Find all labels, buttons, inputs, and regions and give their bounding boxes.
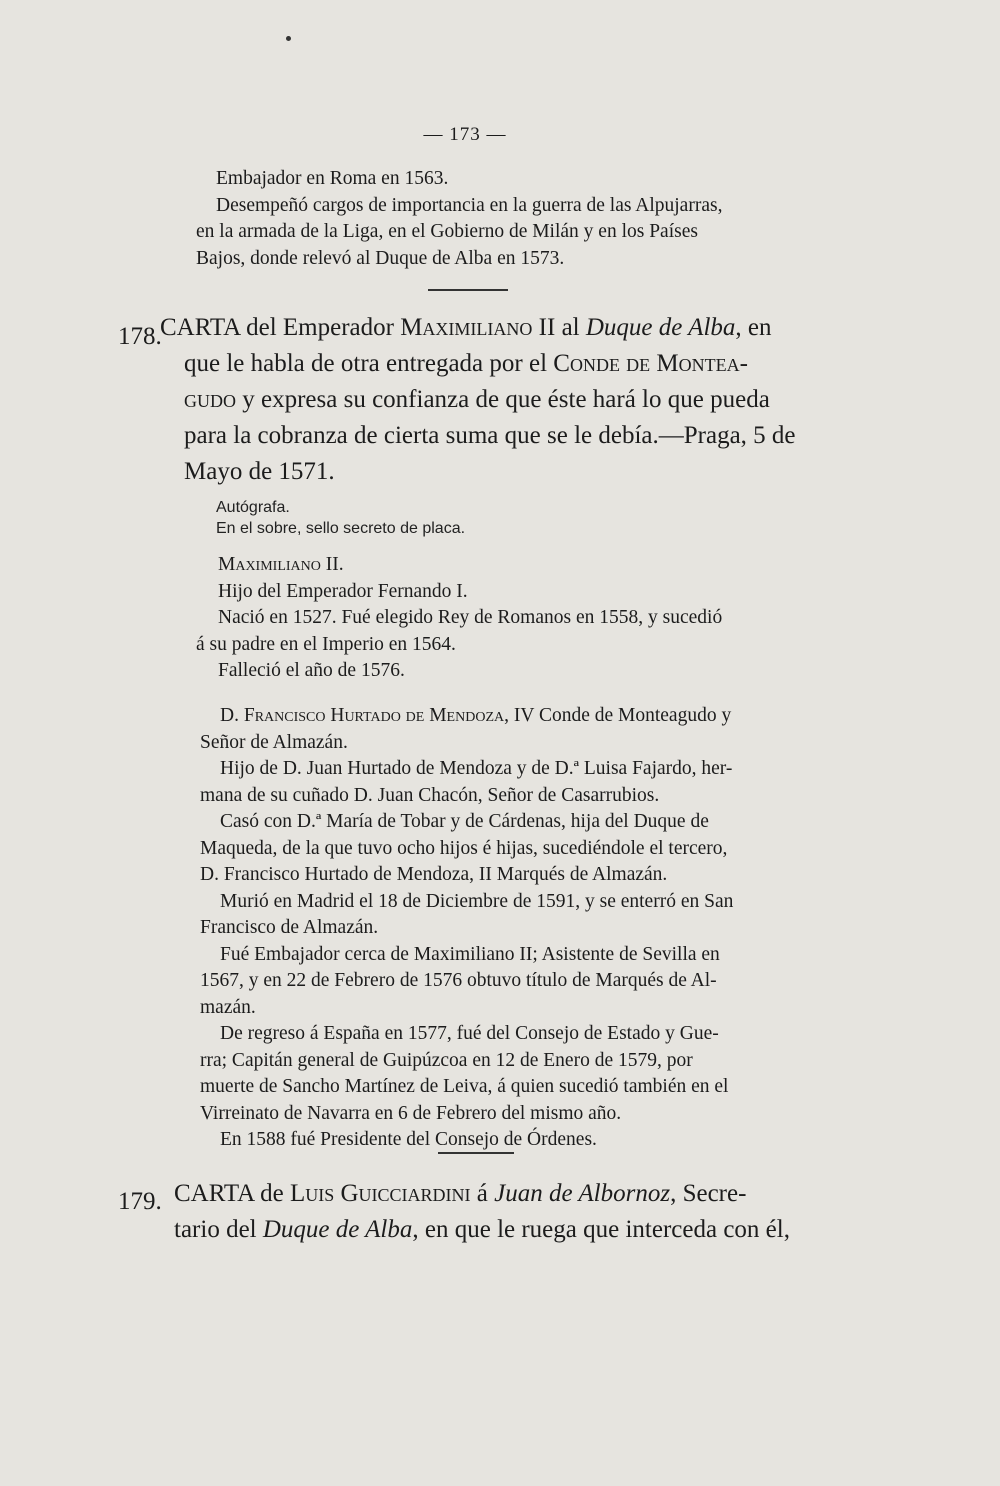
text-line: rra; Capitán general de Guipúzcoa en 12 de Enero de 1579, por [200, 1049, 693, 1071]
text-line: Francisco de Almazán. [200, 917, 379, 938]
text-line: Embajador en Roma en 1563. [216, 168, 449, 189]
text-line: tario del Duque de Alba, en que le ruega que interceda con él, [174, 1216, 790, 1243]
entry-notes [216, 497, 465, 539]
entry-number: 178. [118, 323, 162, 350]
separator-rule [438, 1152, 514, 1154]
text-line: gudo y expresa su confianza de que éste hará lo que pueda [184, 386, 770, 413]
text-line: Maqueda, de la que tuvo ocho hijos é hijas, sucediéndole el tercero, [200, 837, 728, 859]
entry-number: 179. [118, 1188, 162, 1215]
text-line: CARTA de Luis Guicciardini á Juan de Albornoz, Secre- [174, 1180, 747, 1207]
note-line: En el sobre, sello secreto de placa. [216, 520, 466, 537]
text-line: Nació en 1527. Fué elegido Rey de Romanos en 1558, y sucedió [218, 607, 723, 628]
separator-rule [428, 289, 508, 291]
text-line: á su padre en el Imperio en 1564. [196, 633, 456, 655]
intro-paragraph [196, 166, 846, 272]
biography-maximiliano [196, 552, 846, 685]
text-line: Casó con D.ª María de Tobar y de Cárdenas, hija del Duque de [220, 811, 709, 832]
text-line: CARTA del Emperador Maximiliano II al Duque de Alba, en [160, 314, 772, 341]
text-line: muerte de Sancho Martínez de Leiva, á quien sucedió también en el [200, 1076, 729, 1097]
text-line: De regreso á España en 1577, fué del Consejo de Estado y Gue- [220, 1023, 719, 1044]
text-line: Hijo de D. Juan Hurtado de Mendoza y de D.ª Luisa Fajardo, her- [220, 758, 733, 779]
text-line: Falleció el año de 1576. [218, 660, 405, 681]
text-line: Virreinato de Navarra en 6 de Febrero del mismo año. [200, 1102, 622, 1124]
note-line: Autógrafa. [216, 499, 290, 516]
text-line: D. Francisco Hurtado de Mendoza, II Marqués de Almazán. [200, 864, 668, 885]
text-line: D. Francisco Hurtado de Mendoza, IV Conde de Monteagudo y [220, 705, 732, 726]
text-line: Desempeñó cargos de importancia en la guerra de las Alpujarras, [216, 194, 723, 216]
text-line: Murió en Madrid el 18 de Diciembre de 1591, y se enterró en San [220, 890, 734, 912]
text-line: Señor de Almazán. [200, 731, 348, 753]
text-line: Mayo de 1571. [184, 458, 335, 485]
entry-178-heading [160, 310, 850, 490]
text-line: Maximiliano II. [218, 554, 344, 575]
entry-179-heading [174, 1176, 864, 1248]
biography-francisco-hurtado [200, 703, 850, 1154]
text-line: Fué Embajador cerca de Maximiliano II; Asistente de Sevilla en [220, 943, 720, 965]
text-line: mazán. [200, 996, 256, 1018]
text-line: En 1588 fué Presidente del Consejo de Órdenes. [220, 1129, 597, 1150]
text-line: que le habla de otra entregada por el Conde de Montea- [184, 350, 748, 377]
text-line: en la armada de la Liga, en el Gobierno de Milán y en los Países [196, 221, 698, 242]
text-line: mana de su cuñado D. Juan Chacón, Señor de Casarrubios. [200, 784, 660, 806]
ink-speck [286, 36, 291, 41]
page-number: — 173 — [423, 124, 507, 145]
text-line: Bajos, donde relevó al Duque de Alba en 1573. [196, 247, 565, 269]
text-line: Hijo del Emperador Fernando I. [218, 580, 468, 602]
text-line: para la cobranza de cierta suma que se le debía.—Praga, 5 de [184, 422, 796, 449]
text-line: 1567, y en 22 de Febrero de 1576 obtuvo título de Marqués de Al- [200, 970, 717, 991]
